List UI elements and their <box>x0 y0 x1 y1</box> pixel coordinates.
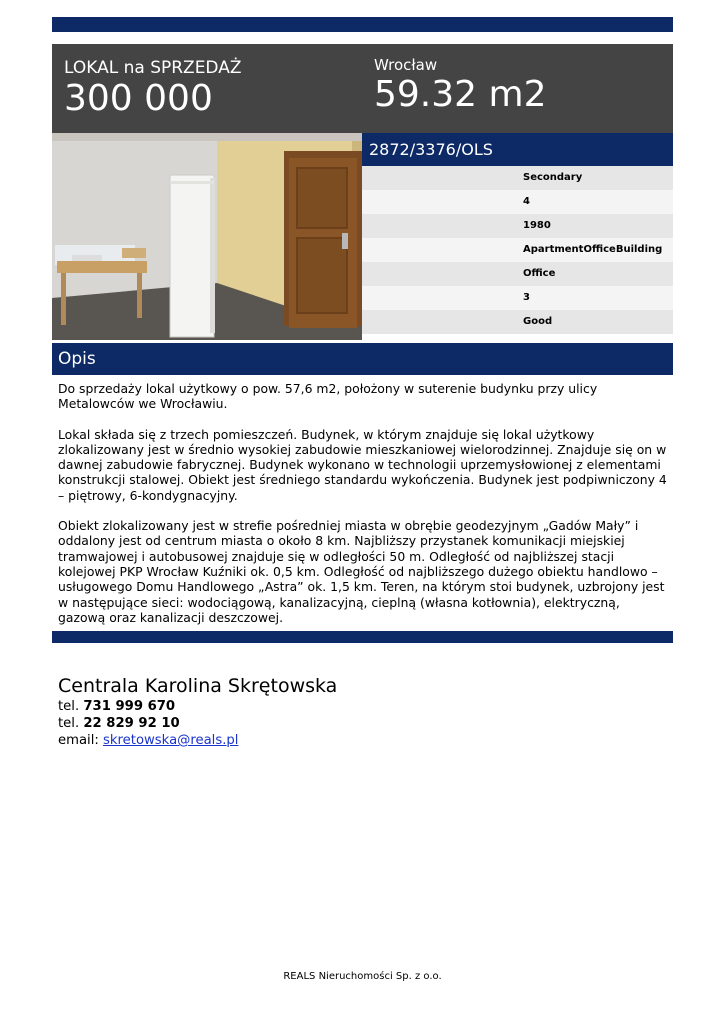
listing-type: LOKAL na SPRZEDAŻ <box>64 58 242 78</box>
contact-phone-line <box>58 715 337 732</box>
offer-code-bar <box>362 133 673 166</box>
offer-code: 2872/3376/OLS <box>369 140 493 159</box>
email-label: email: <box>58 733 99 748</box>
attribute-value: Secondary <box>523 172 583 183</box>
listing-city: Wrocław <box>374 56 438 74</box>
attribute-row <box>362 214 673 238</box>
listing-area: 59.32 m2 <box>374 74 547 115</box>
contact-email-line <box>58 732 337 749</box>
description-paragraph: Lokal składa się z trzech pomieszczeń. Budynek, w którym znajduje się lokal użytkowy zlokalizowany jest w średnio wysokiej zabudowie mieszkaniowej wielorodzinnej. Znajduje się on w dawnej zabudowie fabrycznej. Budynek wykonano w technologii uprzemysłowionej z elementami konstrukcji stalowej. Obiekt jest średniego standardu wykończenia. Budynek jest podpiwniczony 4 – piętrowy, 6-kondygnacyjny. <box>58 426 667 503</box>
attribute-row <box>362 190 673 214</box>
attribute-value: Office <box>523 268 556 279</box>
contact-block <box>58 674 337 749</box>
contact-phone-mobile: 731 999 670 <box>83 699 176 714</box>
attribute-row <box>362 286 673 310</box>
contact-phone-landline: 22 829 92 10 <box>83 716 180 731</box>
description-paragraph: Obiekt zlokalizowany jest w strefie pośredniej miasta w obrębie geodezyjnym „Gadów Mały” i oddalony jest od centrum miasta o około 8 km. Najbliższy przystanek komunikacji miejskiej tramwajowej i autobusowej znajduje się w odległości 50 m. Odległość od najbliższej stacji kolejowej PKP Wrocław Kuźniki ok. 0,5 km. Odległość od najbliższego dużego obiektu handlowo – usługowego Domu Handlowego „Astra” ok. 1,5 km. Teren, na którym stoi budynek, uzbrojony jest w następujące sieci: wodociągową, kanalizacyjną, cieplną (własna kotłownia), elektryczną, gazową oraz kanalizacji deszczowej. <box>58 518 665 625</box>
property-photo <box>52 133 362 340</box>
contact-name: Centrala Karolina Skrętowska <box>58 675 338 697</box>
attribute-value: 1980 <box>523 220 551 231</box>
attribute-value: 3 <box>523 292 530 303</box>
attribute-row <box>362 166 673 190</box>
description-body <box>58 381 668 640</box>
attribute-row <box>362 238 673 262</box>
listing-price: 300 000 <box>64 78 213 119</box>
description-paragraph: Do sprzedaży lokal użytkowy o pow. 57,6 m2, położony w suterenie budynku przy ulicy Metalowców we Wrocławiu. <box>58 381 598 412</box>
contact-email-link[interactable]: skretowska@reals.pl <box>103 733 239 748</box>
tel-label: tel. <box>58 716 80 731</box>
tel-label: tel. <box>58 699 80 714</box>
listing-header <box>52 44 673 133</box>
top-accent-bar <box>52 17 673 32</box>
section-divider-bar <box>52 631 673 643</box>
attribute-value: 4 <box>523 196 530 207</box>
description-title: Opis <box>58 349 96 369</box>
description-header <box>52 343 673 375</box>
contact-phone-line <box>58 698 337 715</box>
footer-company: REALS Nieruchomości Sp. z o.o. <box>283 971 442 982</box>
attribute-value: ApartmentOfficeBuilding <box>523 244 663 255</box>
attribute-row <box>362 310 673 334</box>
attribute-value: Good <box>523 316 553 327</box>
attribute-row <box>362 262 673 286</box>
